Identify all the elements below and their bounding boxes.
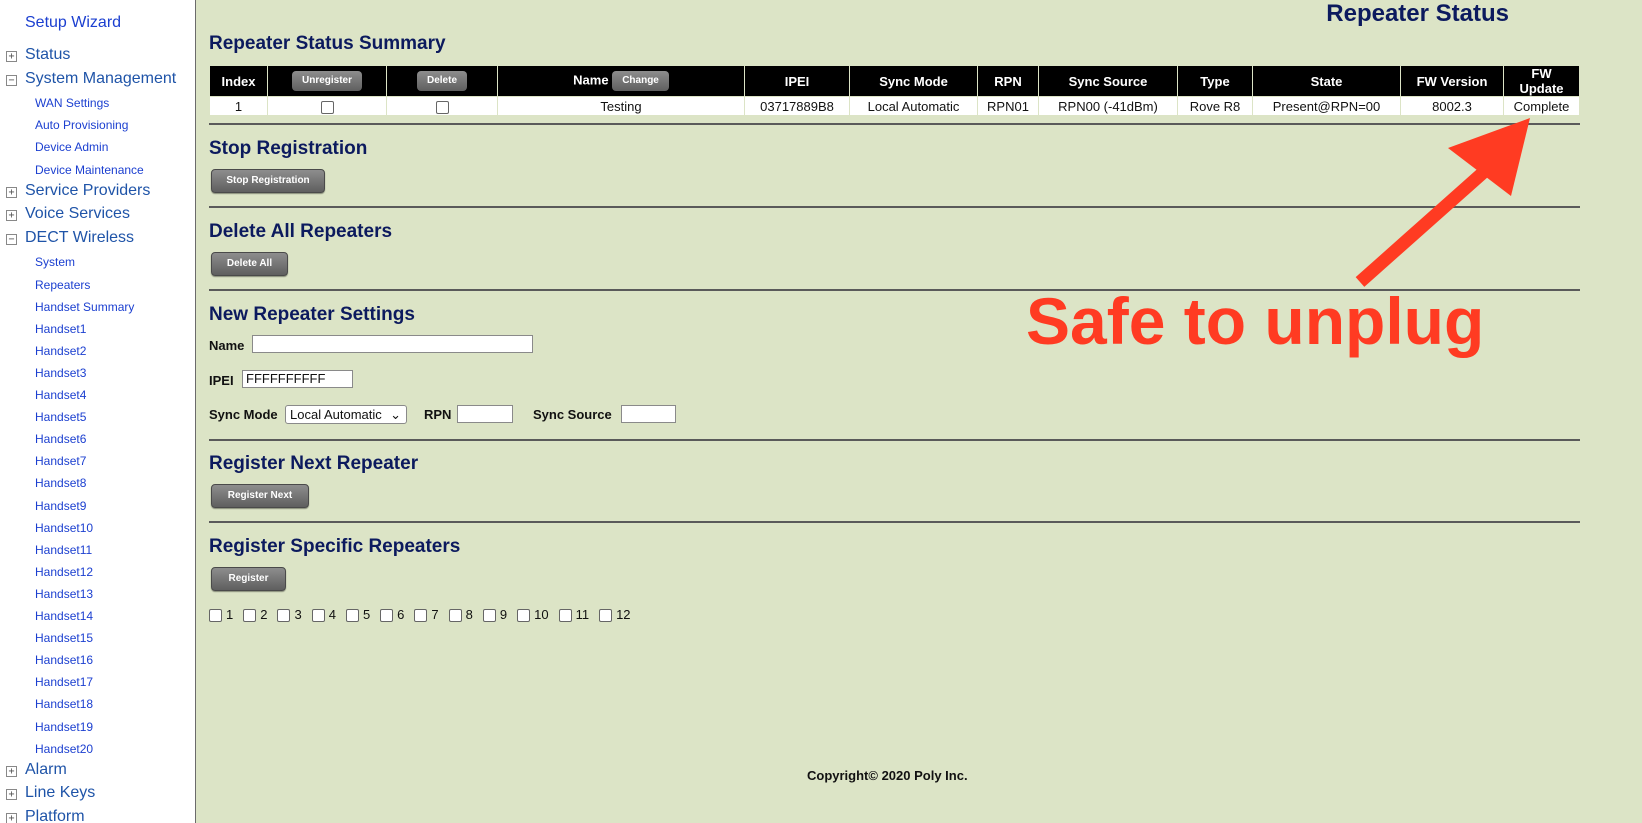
arrow-shaft (1360, 170, 1486, 282)
sidebar-item-platform[interactable]: Platform (25, 807, 85, 823)
sync-mode-select[interactable] (285, 405, 407, 424)
col-fw-update: FW Update (1504, 66, 1580, 97)
repeater-checkbox-label: 9 (499, 607, 508, 622)
sidebar-item-handset2[interactable]: Handset2 (35, 343, 87, 358)
col-index: Index (210, 66, 268, 97)
repeater-checkbox-item (277, 607, 301, 622)
sidebar-item-handset14[interactable]: Handset14 (35, 609, 94, 623)
rpn-input[interactable] (457, 405, 513, 423)
col-rpn: RPN (978, 66, 1039, 97)
repeater-checkbox[interactable] (483, 609, 496, 622)
repeater-checkbox[interactable] (414, 609, 427, 622)
sidebar-item-handset3[interactable]: Handset3 (35, 365, 87, 380)
sidebar-item-auto-provisioning[interactable]: Auto Provisioning (35, 118, 129, 133)
col-unregister (268, 66, 387, 97)
repeater-checkbox-label: 2 (260, 607, 268, 622)
sidebar-item-wan-settings[interactable]: WAN Settings (35, 96, 110, 111)
register-button[interactable]: Register (211, 567, 286, 591)
expand-icon[interactable]: + (6, 789, 17, 800)
repeater-checkbox[interactable] (209, 609, 222, 622)
col-fw-version: FW Version (1401, 66, 1504, 97)
rpn-label: RPN (424, 407, 452, 422)
col-name (498, 66, 745, 97)
sidebar-item-handset18[interactable]: Handset18 (35, 697, 94, 712)
repeater-checkbox-label: 5 (362, 607, 371, 622)
cell-ipei: 03717889B8 (745, 97, 850, 116)
repeater-checkbox-item (209, 607, 233, 622)
stop-registration-button[interactable]: Stop Registration (211, 169, 325, 193)
expand-icon[interactable]: + (6, 210, 17, 221)
divider (209, 439, 1580, 441)
main-content (196, 0, 1642, 823)
cell-index: 1 (210, 97, 268, 116)
annotation-text: Safe to unplug (1026, 284, 1485, 358)
repeater-checkbox-item (483, 607, 507, 622)
sidebar-item-dect-wireless[interactable]: DECT Wireless (25, 228, 135, 246)
sync-source-input[interactable] (621, 405, 676, 423)
register-next-title: Register Next Repeater (209, 453, 419, 474)
repeater-checkbox[interactable] (346, 609, 359, 622)
sidebar-item-handset20[interactable]: Handset20 (35, 741, 94, 756)
register-specific-title: Register Specific Repeaters (209, 536, 461, 557)
sidebar-item-handset9[interactable]: Handset9 (35, 498, 87, 513)
sidebar-item-handset15[interactable]: Handset15 (35, 631, 94, 646)
col-type: Type (1178, 66, 1253, 97)
sidebar-item-handset19[interactable]: Handset19 (35, 719, 94, 734)
repeater-checkbox[interactable] (599, 609, 612, 622)
col-state: State (1253, 66, 1401, 97)
repeater-checkbox-item (599, 607, 630, 622)
repeater-checkbox-label: 3 (294, 607, 302, 622)
col-ipei: IPEI (745, 66, 850, 97)
divider (209, 521, 1580, 523)
ipei-input[interactable]: FFFFFFFFFF (242, 370, 353, 388)
cell-type: Rove R8 (1178, 97, 1253, 116)
repeater-checkbox-label: 4 (328, 607, 336, 622)
table-header-row (210, 66, 1580, 97)
sidebar-nav (0, 0, 196, 823)
sidebar-item-system-management[interactable]: System Management (25, 69, 177, 87)
collapse-icon[interactable]: − (6, 234, 17, 245)
sidebar-item-status[interactable]: Status (25, 46, 71, 63)
cell-delete (387, 97, 498, 116)
sync-source-label: Sync Source (533, 407, 612, 422)
cell-unregister (268, 97, 387, 116)
delete-all-title: Delete All Repeaters (209, 221, 393, 242)
delete-checkbox[interactable] (436, 101, 449, 114)
repeater-checkbox[interactable] (312, 609, 325, 622)
name-input[interactable] (252, 335, 533, 353)
delete-button[interactable]: Delete (417, 71, 467, 91)
repeater-checkbox-item (346, 607, 370, 622)
repeater-checkbox-item (449, 607, 473, 622)
repeater-checkbox-label: 12 (616, 607, 631, 622)
expand-icon[interactable]: + (6, 813, 17, 823)
expand-icon[interactable]: + (6, 766, 17, 777)
repeater-checkbox-item (414, 607, 438, 622)
sidebar-item-handset5[interactable]: Handset5 (35, 410, 87, 425)
sidebar-item-handset6[interactable]: Handset6 (35, 432, 87, 447)
repeater-checkbox-label: 7 (431, 607, 439, 622)
sidebar-item-handset16[interactable]: Handset16 (35, 653, 94, 668)
repeater-checkbox-label: 1 (226, 607, 234, 622)
register-next-button[interactable]: Register Next (211, 484, 309, 508)
repeater-checkbox[interactable] (277, 609, 290, 622)
sidebar-item-alarm[interactable]: Alarm (25, 760, 67, 778)
expand-icon[interactable]: + (6, 187, 17, 198)
repeater-checkbox-item (312, 607, 336, 622)
sidebar-setup-wizard[interactable]: Setup Wizard (25, 14, 122, 31)
sidebar-item-handset12[interactable]: Handset12 (35, 564, 94, 579)
repeater-checkbox-label: 10 (534, 607, 549, 622)
sidebar-item-device-admin[interactable]: Device Admin (35, 140, 109, 155)
col-sync-mode: Sync Mode (850, 66, 978, 97)
sidebar-item-handset17[interactable]: Handset17 (35, 675, 94, 690)
repeater-checkbox[interactable] (380, 609, 393, 622)
sidebar-item-handset10[interactable]: Handset10 (35, 520, 94, 535)
new-settings-title: New Repeater Settings (209, 304, 415, 325)
unregister-checkbox[interactable] (321, 101, 334, 114)
cell-sync-source: RPN00 (-41dBm) (1039, 97, 1178, 116)
sidebar-item-handset1[interactable]: Handset1 (35, 321, 87, 336)
repeater-checkbox-row (209, 607, 641, 622)
cell-rpn: RPN01 (978, 97, 1039, 116)
cell-state: Present@RPN=00 (1253, 97, 1401, 116)
sidebar-item-handset13[interactable]: Handset13 (35, 586, 94, 601)
cell-fw-update: Complete (1504, 97, 1580, 116)
sidebar-item-handset8[interactable]: Handset8 (35, 476, 87, 491)
page-title: Repeater Status (1326, 0, 1509, 27)
unregister-button[interactable]: Unregister (292, 71, 362, 91)
sidebar-item-device-maintenance[interactable]: Device Maintenance (35, 162, 144, 177)
copyright-footer: Copyright© 2020 Poly Inc. (807, 768, 968, 783)
sidebar-item-handset-summary[interactable]: Handset Summary (35, 299, 135, 314)
red-arrow-annotation (1336, 108, 1556, 293)
summary-section-title: Repeater Status Summary (209, 33, 446, 54)
collapse-icon[interactable]: − (6, 75, 17, 86)
change-name-button[interactable]: Change (612, 71, 669, 91)
col-sync-source: Sync Source (1039, 66, 1178, 97)
sync-mode-label: Sync Mode (209, 407, 278, 422)
sidebar-item-service-providers[interactable]: Service Providers (25, 181, 151, 199)
repeater-checkbox-item (243, 607, 267, 622)
sidebar-item-repeaters[interactable]: Repeaters (35, 277, 91, 292)
cell-fw-version: 8002.3 (1401, 97, 1504, 116)
repeater-checkbox-label: 11 (575, 607, 590, 622)
repeater-checkbox[interactable] (449, 609, 462, 622)
delete-all-button[interactable]: Delete All (211, 252, 288, 276)
sidebar-item-system[interactable]: System (35, 255, 76, 270)
repeater-checkbox[interactable] (559, 609, 572, 622)
chevron-down-icon: ⌄ (390, 407, 401, 422)
sidebar-item-handset4[interactable]: Handset4 (35, 388, 87, 402)
sync-mode-selected-value: Local Automatic (290, 407, 382, 422)
sidebar-item-handset7[interactable]: Handset7 (35, 454, 87, 469)
sidebar-item-line-keys[interactable]: Line Keys (25, 784, 96, 802)
repeater-checkbox-item (559, 607, 590, 622)
repeater-checkbox[interactable] (517, 609, 530, 622)
repeater-checkbox[interactable] (243, 609, 256, 622)
ipei-label: IPEI (209, 373, 234, 388)
repeater-checkbox-label: 8 (465, 607, 473, 622)
repeater-checkbox-label: 6 (397, 607, 405, 622)
repeater-checkbox-item (380, 607, 404, 622)
col-delete (387, 66, 498, 97)
sidebar-item-voice-services[interactable]: Voice Services (25, 205, 130, 223)
repeater-checkbox-item (517, 607, 548, 622)
expand-icon[interactable]: + (6, 51, 17, 62)
name-label: Name (209, 338, 245, 353)
stop-registration-title: Stop Registration (209, 138, 368, 159)
name-header-label: Name (573, 72, 609, 88)
sidebar-item-handset11[interactable]: Handset11 (35, 542, 93, 557)
cell-sync-mode: Local Automatic (850, 97, 978, 116)
cell-name: Testing (498, 97, 745, 116)
